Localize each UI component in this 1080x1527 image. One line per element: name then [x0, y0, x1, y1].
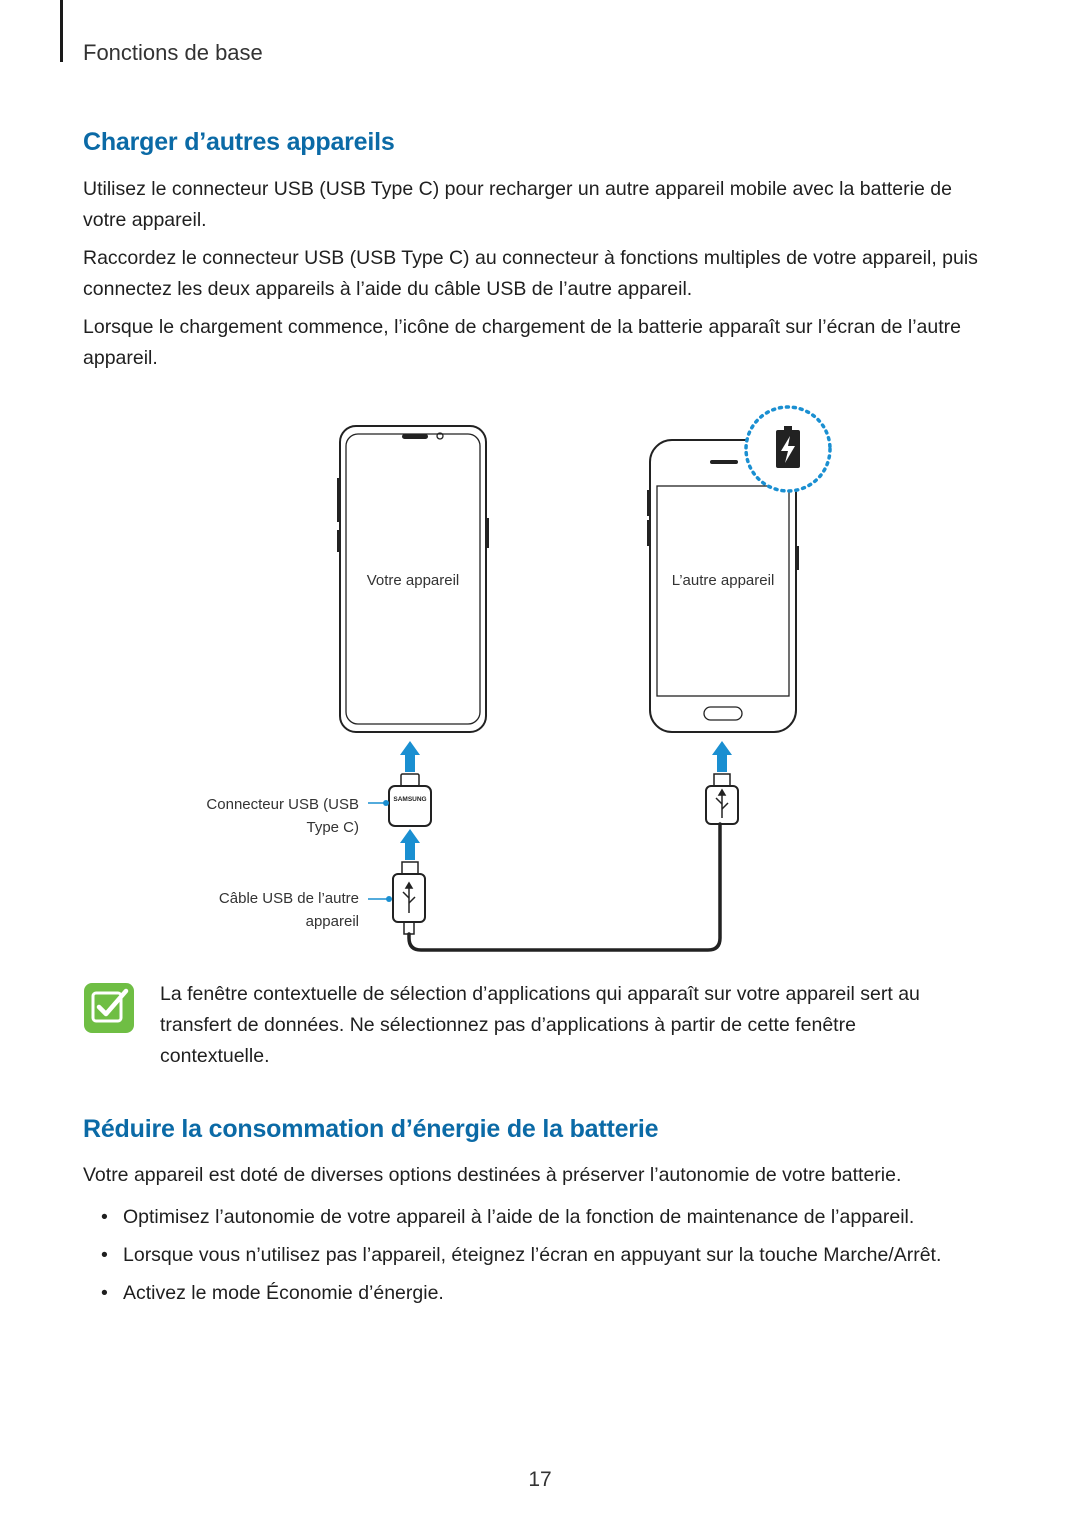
- paragraph-1: Utilisez le connecteur USB (USB Type C) pour recharger un autre appareil mobile avec la batterie de votre appareil.: [83, 178, 952, 231]
- connector-label-line2: Type C): [306, 819, 359, 836]
- list-item-text: Optimisez l’autonomie de votre appareil à l’aide de la fonction de maintenance de l’appareil.: [123, 1206, 915, 1228]
- other-device-label: L’autre appareil: [671, 572, 775, 589]
- section-title-charge-other: Charger d’autres appareils: [83, 128, 395, 156]
- cable-label-line1: Câble USB de l’autre: [218, 890, 359, 907]
- list-item-text: Activez le mode Économie d’énergie.: [123, 1282, 444, 1304]
- list-item: [83, 1274, 1003, 1312]
- battery-charging-icon: [776, 426, 800, 468]
- battery-intro: Votre appareil est doté de diverses options destinées à préserver l’autonomie de votre batterie.: [83, 1164, 902, 1186]
- bullet-dot: •: [101, 1244, 108, 1266]
- bullet-dot: •: [101, 1206, 108, 1228]
- usb-symbol-icon: [716, 790, 728, 818]
- note-text: La fenêtre contextuelle de sélection d’applications qui apparaît sur votre appareil sert au transfert de données. Ne sélectionnez pas d’applications à partir de cette fenêtre contextuelle.: [160, 983, 920, 1067]
- bullet-dot: •: [101, 1282, 108, 1304]
- note-check-icon: [84, 983, 134, 1033]
- paragraph-2: Raccordez le connecteur USB (USB Type C) au connecteur à fonctions multiples de votre appareil, puis connectez les deux appareils à l’aide du câble USB de l’autre appareil.: [83, 247, 978, 300]
- connector-label-line1: Connecteur USB (USB: [206, 796, 359, 813]
- connector-brand: SAMSUNG: [393, 796, 427, 803]
- usb-cable-wire: [409, 824, 720, 950]
- charging-diagram: [0, 390, 1080, 960]
- your-device-label: Votre appareil: [366, 572, 460, 589]
- list-item: [83, 1236, 1003, 1274]
- page-number: 17: [528, 1468, 552, 1491]
- list-item-text: Lorsque vous n’utilisez pas l’appareil, éteignez l’écran en appuyant sur la touche Marche/Arrêt.: [123, 1244, 942, 1266]
- list-item: [83, 1198, 1003, 1236]
- arrow-up-icon: [400, 829, 420, 860]
- battery-tips-list: [83, 1198, 1003, 1312]
- paragraph-3: Lorsque le chargement commence, l’icône de chargement de la batterie apparaît sur l’écran de l’autre appareil.: [83, 316, 961, 369]
- cable-label-line2: appareil: [305, 913, 359, 930]
- usb-symbol-icon: [403, 883, 415, 913]
- section-title-battery-saving: Réduire la consommation d’énergie de la batterie: [83, 1115, 659, 1143]
- arrow-up-icon: [400, 741, 420, 772]
- chapter-title: Fonctions de base: [83, 40, 263, 65]
- arrow-up-icon: [712, 741, 732, 772]
- chapter-rule: [60, 0, 63, 62]
